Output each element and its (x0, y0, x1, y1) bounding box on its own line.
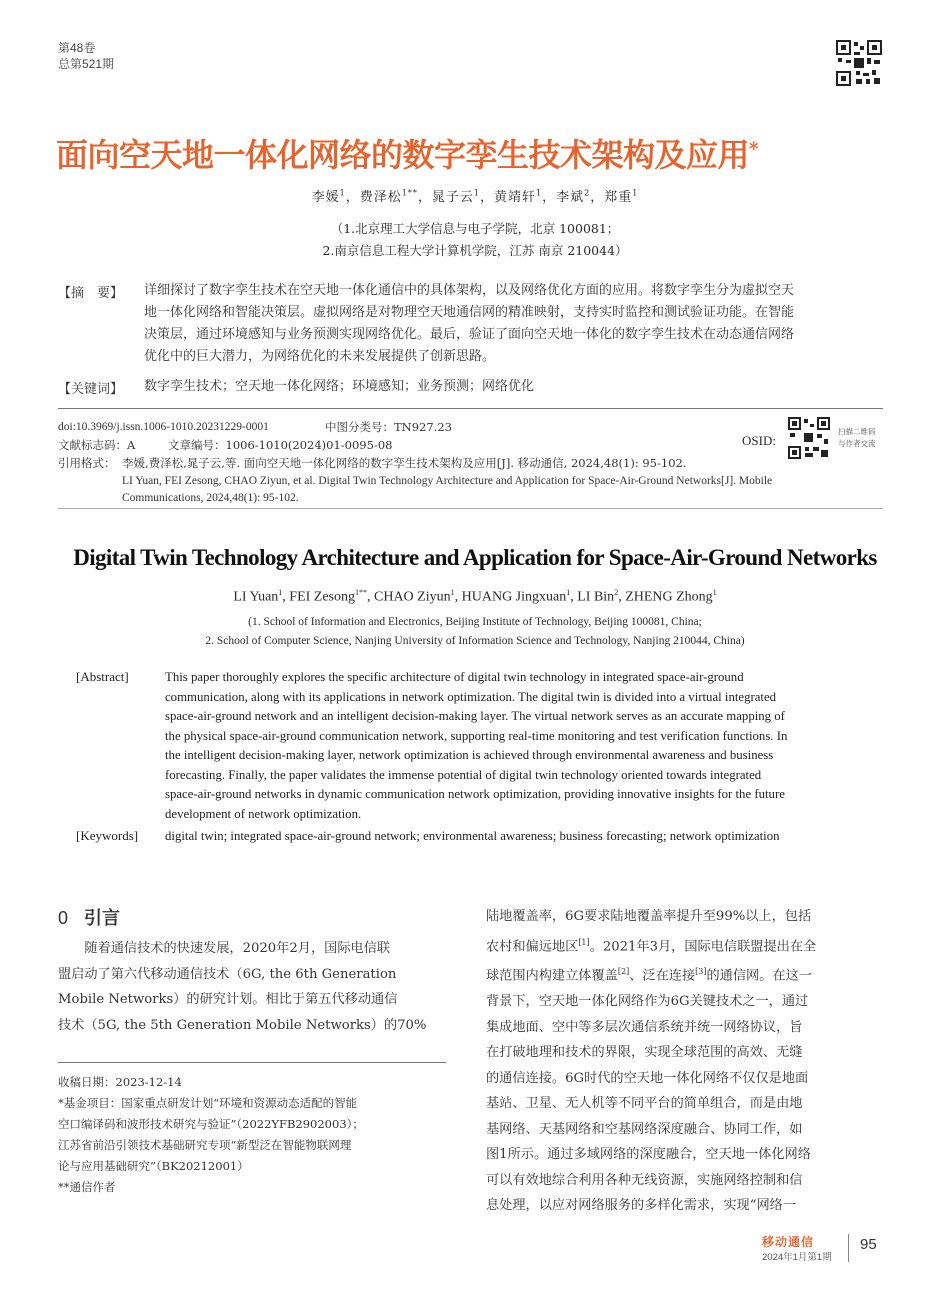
issue-date: 2024年1月第1期 (762, 1252, 832, 1263)
footnote-divider (58, 1062, 446, 1063)
keywords-en-text: digital twin; integrated space-air-ground network; environmental awareness; business forecasting; network optimization (165, 829, 780, 843)
body-line: 背景下，空天地一体化网络作为6G关键技术之一，通过 (486, 994, 809, 1010)
keywords-cn-text: 数字孪生技术；空天地一体化网络；环境感知；业务预测；网络优化 (144, 379, 535, 394)
author-name: LI Yuan (233, 589, 279, 605)
abstract-en-line: forecasting. Finally, the paper validates the immense potential of digital twin technology oriented towards integrated (165, 767, 762, 782)
footnote-line: *基金项目：国家重点研发计划“环境和资源动态适配的智能 (58, 1096, 358, 1110)
abstract-en-line: the intelligent decision-making layer, network optimization is achieved through environmental awareness and business (165, 748, 774, 762)
author-name: CHAO Ziyun (374, 589, 451, 605)
author-affiliation-mark: 1 (632, 188, 639, 198)
author-affiliation-mark: 1 (536, 188, 543, 198)
author-name: ZHENG Zhong (625, 589, 713, 605)
section-number: 0 (58, 908, 69, 928)
footnote-line: 空口编译码和波形技术研究与验证”（2022YFB2902003）； (58, 1117, 364, 1131)
footnote-line: 收稿日期：2023-12-14 (58, 1075, 182, 1089)
divider (58, 508, 883, 509)
body-line: 的通信连接。6G时代的空天地一体化网络不仅仅是地面 (486, 1070, 809, 1086)
doi: doi:10.3969/j.issn.1006-1010.20231229-0001 (58, 421, 269, 433)
author-name: 李斌 (556, 190, 585, 205)
abstract-en-body (165, 668, 858, 824)
footnote-line: 江苏省前沿引领技术基础研究专项“新型泛在智能物联网理 (58, 1138, 352, 1152)
abstract-en-line: This paper thoroughly explores the specific architecture of digital twin technology in integrated space-air-ground (165, 670, 744, 684)
osid-label: OSID: (742, 433, 776, 448)
author-affiliation-mark: 1** (355, 588, 367, 597)
paper-title-cn-text: 面向空天地一体化网络的数字孪生技术架构及应用 (56, 136, 750, 174)
page-number: 95 (860, 1236, 877, 1253)
volume-info (58, 40, 114, 72)
author-affiliation-mark: 1 (339, 188, 346, 198)
body-line: 基网络、天基网络和空基网络深度融合、协同工作，如 (486, 1121, 803, 1137)
abstract-en-label: [Abstract] (76, 669, 129, 684)
abstract-en-line: space-air-ground networks in dynamic communication network optimization, providing innovative insights for the future (165, 787, 785, 801)
section-heading (58, 904, 120, 930)
citation-mark[interactable]: [1] (578, 937, 590, 947)
abstract-cn-line: 地一体化网络和智能决策层。虚拟网络是对物理空天地通信网的精准映射，支持实时监控和测试验证功能。在智能 (144, 305, 795, 320)
author-name: LI Bin (577, 589, 615, 605)
citation-en-line: LI Yuan, FEI Zesong, CHAO Ziyun, et al. Digital Twin Technology Architecture and Application for Space-Air-Ground Networks[J]. Mobile (122, 475, 773, 487)
footnote-line: 论与应用基础研究”（BK20212001） (58, 1159, 249, 1173)
body-line: 图1所示。通过多域网络的深度融合，空天地一体化网络 (486, 1147, 811, 1163)
body-line: 随着通信技术的快速发展，2020年2月，国际电信联 (58, 941, 391, 956)
author-affiliation-mark: 1 (566, 588, 571, 597)
footnote-line: **通信作者 (58, 1180, 116, 1194)
abstract-cn-body (144, 280, 884, 368)
abstract-cn-line: 优化中的巨大潜力，为网络优化的未来发展提供了创新思路。 (144, 349, 496, 364)
issue-number: 总第521期 (58, 57, 115, 71)
body-line: 球范围内构建立体覆盖[2]、泛在连接[3]的通信网。在这一 (486, 967, 812, 984)
author-affiliation-mark: 2 (584, 188, 591, 198)
document-code: 文献标志码：A (58, 438, 136, 452)
article-number: 文章编号：1006-1010(2024)01-0095-08 (168, 438, 393, 452)
author-name: 李媛 (311, 190, 340, 205)
affiliation-en-line: 2. School of Computer Science, Nanjing University of Information Science and Technology, Nanjing 210044, China) (205, 635, 745, 647)
affiliations-cn (0, 218, 950, 262)
citation-cn: 李媛,费泽松,晁子云,等. 面向空天地一体化网络的数字孪生技术架构及应用[J]. 移动通信, 2024,48(1): 95-102. (122, 456, 687, 470)
body-right-column (486, 904, 882, 1219)
osid-note (838, 426, 876, 450)
author-affiliation-mark: 1 (450, 588, 455, 597)
abstract-cn-line: 详细探讨了数字孪生技术在空天地一体化通信中的具体架构，以及网络优化方面的应用。将数字孪生分为虚拟空天 (144, 283, 795, 298)
abstract-cn-line: 决策层，通过环境感知与业务预测实现网络优化。最后，验证了面向空天地一体化的数字孪生技术在动态通信网络 (144, 327, 795, 342)
authors-en: LI Yuan$^1$, FEI Zesong$^{1**}$, CHAO Ziyun$^1$, HUANG Jingxuan$^1$, LI Bin$^2$, ZHENG Zhong$^1$ (233, 588, 717, 605)
affiliations-en (0, 613, 950, 651)
affiliation-cn-line: 2.南京信息工程大学计算机学院，江苏 南京 210044） (322, 243, 628, 258)
body-line: 息处理，以应对网络服务的多样化需求，实现“网络一 (486, 1198, 797, 1214)
author-affiliation-mark: 1 (712, 588, 717, 597)
journal-qr-code-icon (836, 40, 882, 86)
body-line: 基站、卫星、无人机等不同平台的简单组合，而是由地 (486, 1096, 803, 1112)
citation-en-line: Communications, 2024,48(1): 95-102. (122, 492, 299, 504)
body-line: 陆地覆盖率，6G要求陆地覆盖率提升至99%以上，包括 (486, 909, 812, 924)
author-name: 黄靖轩 (494, 190, 537, 205)
body-line: 在打破地理和技术的界限，实现全球范围的高效、无缝 (486, 1045, 803, 1061)
body-line: 技术（5G, the 5th Generation Mobile Networks）的70% (58, 1017, 427, 1033)
title-footnote-mark: * (749, 138, 758, 160)
citation-label: 引用格式： (58, 456, 116, 470)
body-line: 盟启动了第六代移动通信技术（6G, the 6th Generation (58, 966, 397, 982)
author-name: 晁子云 (431, 190, 474, 205)
footer-divider (848, 1234, 849, 1262)
abstract-cn-label: 【摘 要】 (58, 286, 124, 301)
affiliation-en-line: (1. School of Information and Electronics, Beijing Institute of Technology, Beijing 100081, China; (248, 616, 702, 628)
affiliation-cn-line: （1.北京理工大学信息与电子学院，北京 100081； (330, 221, 620, 236)
abstract-en-line: communication, along with its applications in network optimization. The digital twin is divided into a virtual integrated (165, 689, 777, 704)
osid-note-line: 扫描二维码 (838, 427, 876, 436)
body-line: 可以有效地综合利用各种无线资源，实施网络控制和信 (486, 1172, 803, 1188)
section-title: 引言 (84, 908, 121, 929)
author-name: HUANG Jingxuan (461, 589, 567, 605)
body-left-column (58, 936, 450, 1038)
body-line: 集成地面、空中等多层次通信系统并统一网络协议，旨 (486, 1019, 803, 1035)
citation-mark[interactable]: [2] (617, 967, 630, 977)
osid-note-line: 与作者交流 (838, 439, 876, 448)
divider (58, 408, 883, 409)
author-affiliation-mark: 1 (278, 588, 283, 597)
osid-qr-code-icon[interactable] (788, 417, 830, 459)
author-name: 郑重 (604, 190, 633, 205)
footnotes (58, 1072, 448, 1198)
author-name: FEI Zesong (289, 589, 355, 605)
author-affiliation-mark: 2 (614, 588, 619, 597)
body-line: 农村和偏远地区[1]。2021年3月，国际电信联盟提出在全 (486, 937, 817, 954)
author-affiliation-mark: 1** (401, 188, 418, 198)
paper-title-en: Digital Twin Technology Architecture and Application for Space-Air-Ground Networks (73, 545, 877, 570)
keywords-en-label: [Keywords] (76, 828, 139, 843)
body-line: Mobile Networks）的研究计划。相比于第五代移动通信 (58, 992, 398, 1007)
author-affiliation-mark: 1 (473, 188, 480, 198)
authors-cn: 李媛$^1$，费泽松$^{1**}$，晁子云$^1$，黄靖轩$^1$，李斌$^2$，郑重$^1$ (311, 188, 639, 205)
abstract-en-line: space-air-ground network and an intelligent decision-making layer. The virtual network serves as an accurate mapping of (165, 709, 785, 723)
clc-number: 中图分类号：TN927.23 (325, 420, 452, 434)
paper-title-cn (56, 130, 906, 176)
abstract-en-line: development of network optimization. (165, 806, 362, 821)
citation-mark[interactable]: [3] (695, 967, 707, 977)
journal-logo: 移动通信 (762, 1235, 815, 1249)
keywords-cn-label: 【关键词】 (58, 382, 124, 397)
author-name: 费泽松 (359, 190, 402, 205)
abstract-en-line: the physical space-air-ground communication network, supporting real-time monitoring and test verification functions. In (165, 728, 788, 743)
volume-number: 第48卷 (58, 41, 96, 55)
